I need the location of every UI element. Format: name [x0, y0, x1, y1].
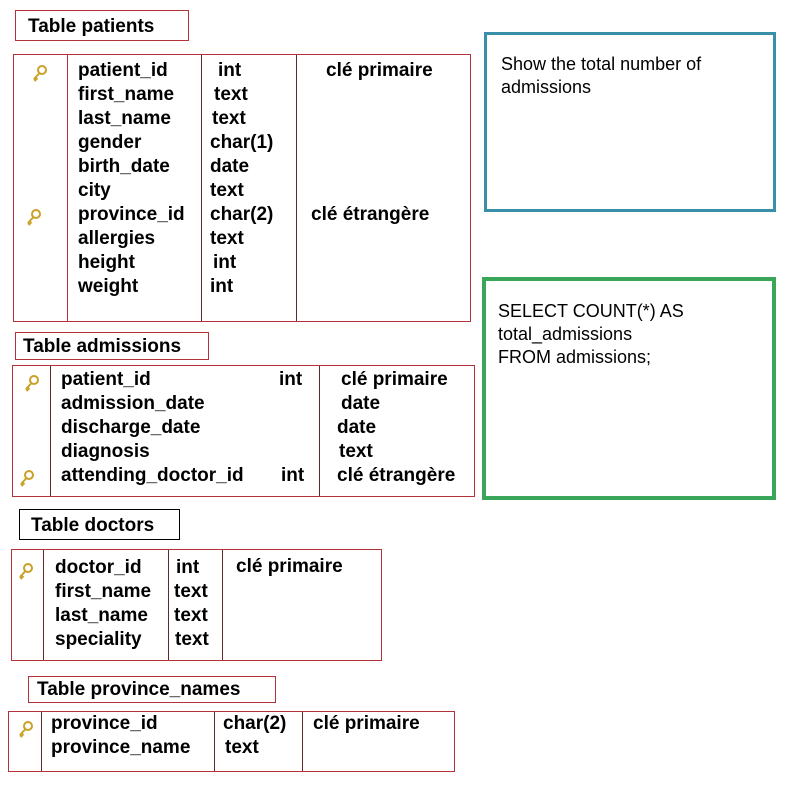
sql-line: FROM admissions;	[498, 347, 652, 367]
primary-key-label: clé primaire	[313, 713, 420, 734]
field-name: province_id	[51, 713, 158, 734]
field-name: height	[78, 252, 135, 273]
doctors-divider	[222, 550, 223, 660]
admissions-table	[12, 365, 475, 497]
field-name: discharge_date	[61, 417, 201, 438]
field-name: doctor_id	[55, 557, 142, 578]
doctors-field-column	[55, 556, 151, 652]
field-type: char(1)	[210, 132, 274, 153]
doctors-divider	[168, 550, 169, 660]
question-box	[484, 32, 776, 212]
province-names-divider	[214, 712, 215, 771]
field-type: text	[174, 581, 208, 602]
field-type: text	[175, 629, 209, 650]
sql-line: total_admissions	[498, 324, 633, 344]
field-name: last_name	[55, 605, 148, 626]
primary-key-icon	[18, 563, 34, 581]
primary-key-icon	[32, 65, 48, 83]
field-name: birth_date	[78, 156, 170, 177]
field-name: attending_doctor_id	[61, 465, 244, 486]
field-name: last_name	[78, 108, 171, 129]
field-name: province_id	[78, 204, 185, 225]
field-name: first_name	[55, 581, 152, 602]
sql-line: SELECT COUNT(*) AS	[498, 301, 684, 321]
province-names-type-column	[223, 712, 286, 760]
doctors-divider	[43, 550, 44, 660]
question-text: Show the total number of admissions	[501, 54, 702, 97]
field-type: int	[218, 60, 242, 81]
field-name: first_name	[78, 84, 175, 105]
admissions-divider	[50, 366, 51, 496]
field-name: speciality	[55, 629, 142, 650]
key-label: text	[339, 441, 373, 462]
field-type: text	[210, 180, 244, 201]
field-name: gender	[78, 132, 142, 153]
field-type: text	[214, 84, 248, 105]
province-names-divider	[302, 712, 303, 771]
province-names-field-column	[51, 712, 190, 760]
patients-field-column	[78, 59, 185, 299]
admissions-divider	[319, 366, 320, 496]
field-type: text	[210, 228, 244, 249]
field-name: patient_id	[78, 60, 168, 81]
field-type: date	[210, 156, 250, 177]
answer-box	[482, 277, 776, 500]
foreign-key-icon	[26, 209, 42, 227]
admissions-field-column	[61, 368, 244, 488]
patients-divider	[67, 55, 68, 321]
admissions-key-column	[337, 368, 455, 488]
province-names-table	[8, 711, 455, 772]
field-type: int	[210, 276, 234, 297]
primary-key-icon	[18, 721, 34, 739]
field-type: int	[279, 369, 303, 390]
doctors-table	[11, 549, 382, 661]
foreign-key-icon	[19, 470, 35, 488]
key-label: clé primaire	[341, 369, 448, 390]
primary-key-icon	[24, 375, 40, 393]
key-label: clé étrangère	[337, 465, 456, 486]
province-names-table-title: Table province_names	[28, 676, 276, 703]
doctors-table-title: Table doctors	[19, 509, 180, 540]
patients-divider	[201, 55, 202, 321]
field-name: admission_date	[61, 393, 205, 414]
province-names-divider	[41, 712, 42, 771]
field-name: diagnosis	[61, 441, 150, 462]
field-type: int	[213, 252, 237, 273]
field-name: province_name	[51, 737, 191, 758]
field-name: weight	[78, 276, 139, 297]
field-type: char(2)	[223, 713, 287, 734]
admissions-table-title: Table admissions	[15, 332, 209, 360]
field-type: int	[281, 465, 305, 486]
field-type: int	[176, 557, 200, 578]
primary-key-label: clé primaire	[326, 60, 433, 81]
patients-table	[13, 54, 471, 322]
primary-key-label: clé primaire	[236, 556, 343, 577]
key-label: date	[341, 393, 381, 414]
patients-table-title: Table patients	[15, 10, 189, 41]
field-type: char(2)	[210, 204, 274, 225]
field-name: city	[78, 180, 111, 201]
foreign-key-label: clé étrangère	[311, 204, 430, 225]
patients-type-column	[210, 59, 273, 299]
field-type: text	[174, 605, 208, 626]
field-name: patient_id	[61, 369, 151, 390]
patients-divider	[296, 55, 297, 321]
field-type: text	[212, 108, 246, 129]
key-label: date	[337, 417, 377, 438]
field-name: allergies	[78, 228, 156, 249]
field-type: text	[225, 737, 259, 758]
doctors-type-column	[174, 556, 209, 652]
